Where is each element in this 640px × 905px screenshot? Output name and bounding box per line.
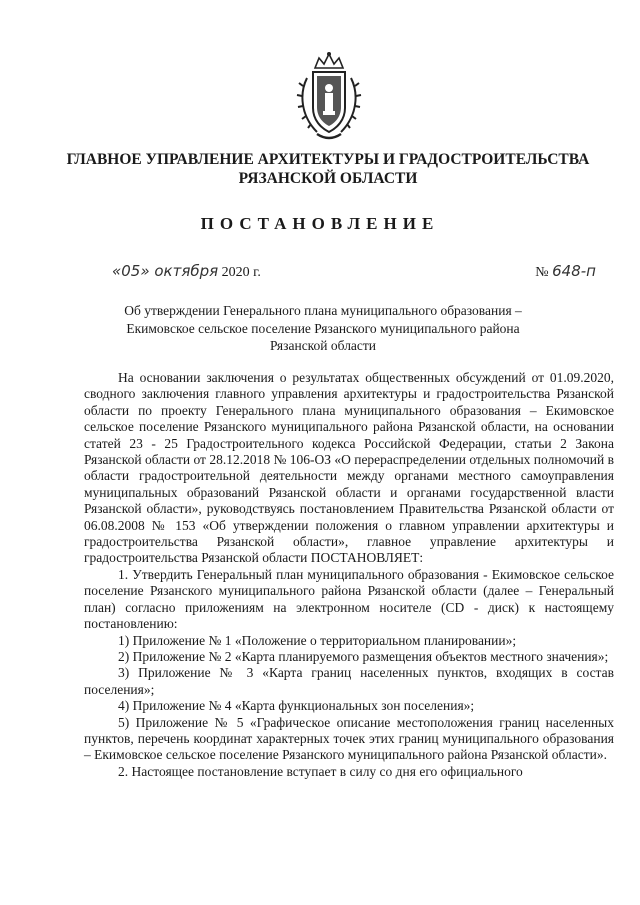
subject-line1: Об утверждении Генерального плана муниципального образования – [124, 303, 522, 318]
sub-item-4: 4) Приложение № 4 «Карта функциональных зон поселения»; [118, 698, 475, 714]
sub-item-1: 1) Приложение № 1 «Положение о территориальном планировании»; [118, 632, 517, 648]
document-body [84, 370, 614, 780]
coat-of-arms-icon [293, 50, 365, 144]
organization-title [40, 150, 616, 188]
handwritten-date: «05» октября [112, 262, 219, 280]
sub-item-5: 5) Приложение № 5 «Графическое описание местоположения границ населенных пунктов, перечень координат характерных точек этих границ муниципального образования – Екимовское сельское поселение Рязанского муниципального района Рязанской области». [84, 714, 614, 763]
number-prefix: № [535, 265, 549, 280]
sub-item-2: 2) Приложение № 2 «Карта планируемого размещения объектов местного значения»; [118, 648, 609, 664]
organization-title-line1: ГЛАВНОЕ УПРАВЛЕНИЕ АРХИТЕКТУРЫ И ГРАДОСТРОИТЕЛЬСТВА [66, 151, 590, 168]
item-2-paragraph: 2. Настоящее постановление вступает в силу со дня его официального [118, 763, 523, 779]
document-subject [110, 302, 536, 355]
sub-item-3: 3) Приложение № 3 «Карта границ населенных пунктов, входящих в состав поселения»; [84, 665, 614, 697]
document-type-heading: ПОСТАНОВЛЕНИЕ [200, 214, 440, 233]
subject-line3: Рязанской области [269, 338, 377, 353]
subject-line2: Екимовское сельское поселение Рязанского муниципального района [126, 320, 520, 336]
document-number [535, 262, 596, 281]
date-year: 2020 г. [221, 265, 261, 280]
date-line [112, 262, 261, 281]
preamble-paragraph: На основании заключения о результатах общественных обсуждений от 01.09.2020, сводного заключения главного управления архитектуры и градостроительства Рязанской области по проекту Генерального плана муниципального образования – Екимовское сельское поселение Рязанского муниципального района Рязанской области, на основании статей 23 - 25 Градостроительного кодекса Российской Федерации, статьи 2 Закона Рязанской области от 28.12.2018 № 106-ОЗ «О перераспределении отдельных полномочий в области градостроительной деятельности между органами местного самоуправления муниципальных образований Рязанской области и органами государственной власти Рязанской области», руководствуясь постановлением Правительства Рязанской области от 06.08.2008 № 153 «Об утверждении положения о главном управлении архитектуры и градостроительства Рязанской области», главное управление архитектуры и градостроительства Рязанской области ПОСТАНОВЛЯЕТ: [84, 370, 614, 566]
item-1-paragraph: 1. Утвердить Генеральный план муниципального образования - Екимовское сельское поселение Рязанского муниципального района Рязанской области (далее – Генеральный план) согласно приложениям на электронном носителе (CD - диск) к настоящему постановлению: [84, 566, 614, 632]
organization-title-line2: РЯЗАНСКОЙ ОБЛАСТИ [238, 170, 418, 187]
handwritten-number: 648-п [552, 262, 596, 280]
